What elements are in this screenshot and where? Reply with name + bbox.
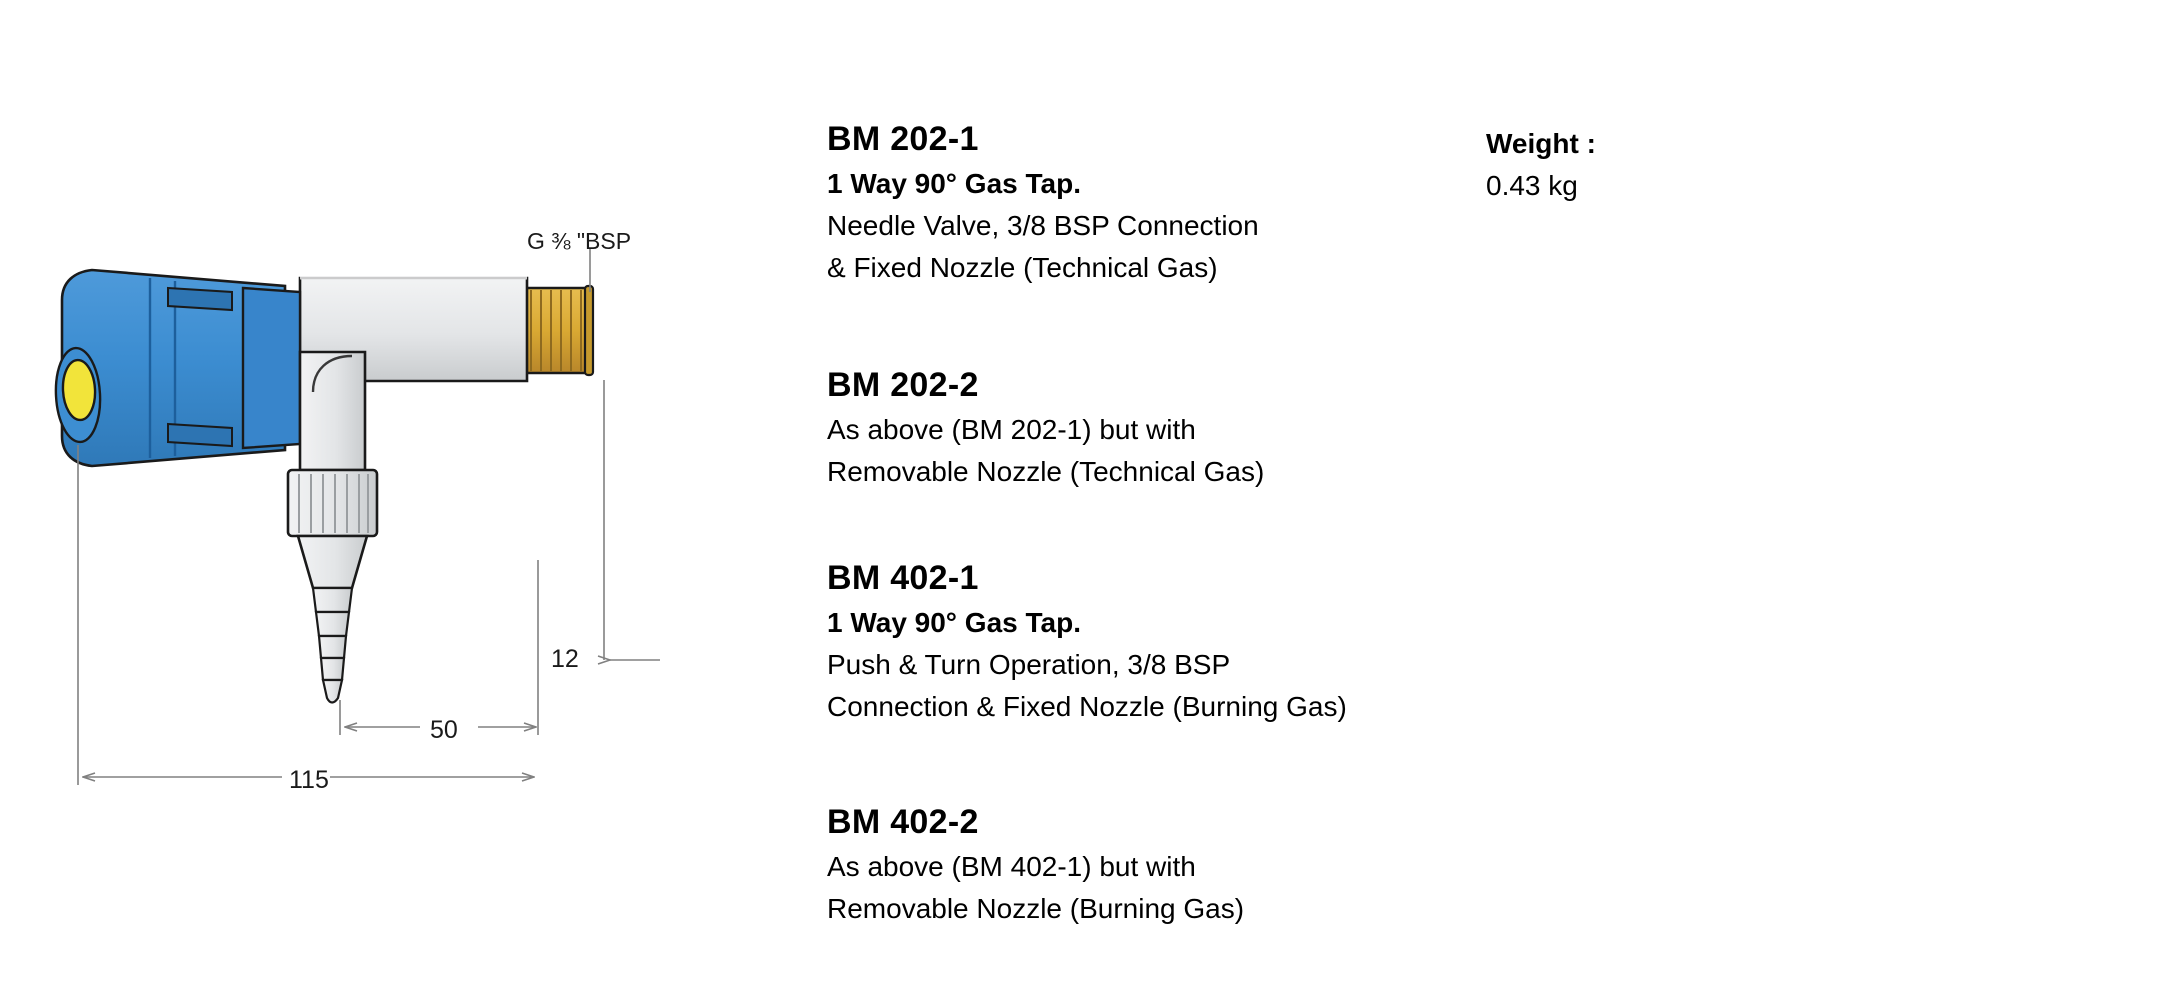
blue-handle[interactable]: [54, 270, 300, 466]
brass-thread-nipple: [523, 286, 593, 375]
product-code: BM 202-1: [827, 120, 979, 158]
product-entry-bm-402-2: [827, 800, 1727, 930]
product-code: BM 402-1: [827, 559, 979, 597]
dimension-115-label: 115: [289, 766, 329, 794]
gas-tap-drawing: [0, 0, 820, 995]
product-code: BM 202-2: [827, 366, 979, 404]
weight-value: 0.43 kg: [1486, 170, 1578, 201]
product-description-line: Removable Nozzle (Burning Gas): [827, 893, 1245, 924]
thread-spec-label: G ⅜ "BSP: [527, 228, 632, 254]
dimension-50-label: 50: [430, 716, 458, 744]
weight-block: [1486, 123, 1786, 207]
dimension-12-label: 12: [551, 645, 579, 673]
product-description-line: Removable Nozzle (Technical Gas): [827, 456, 1265, 487]
product-description-line: Push & Turn Operation, 3/8 BSP: [827, 649, 1231, 680]
product-description-line: Needle Valve, 3/8 BSP Connection: [827, 210, 1259, 241]
product-description-line: Connection & Fixed Nozzle (Burning Gas): [827, 691, 1347, 722]
product-description-line: & Fixed Nozzle (Technical Gas): [827, 252, 1218, 283]
product-subtitle: 1 Way 90° Gas Tap.: [827, 607, 1081, 638]
product-description-line: As above (BM 402-1) but with: [827, 851, 1196, 882]
product-entry-bm-402-1: [827, 556, 1727, 728]
product-description-line: As above (BM 202-1) but with: [827, 414, 1196, 445]
product-subtitle: 1 Way 90° Gas Tap.: [827, 168, 1081, 199]
product-entry-bm-202-2: [827, 363, 1727, 493]
product-description-panel: [820, 0, 2169, 995]
product-drawing-panel: [0, 0, 820, 995]
weight-label: Weight :: [1486, 128, 1596, 159]
nozzle-branch: [288, 352, 377, 703]
product-code: BM 402-2: [827, 803, 979, 841]
